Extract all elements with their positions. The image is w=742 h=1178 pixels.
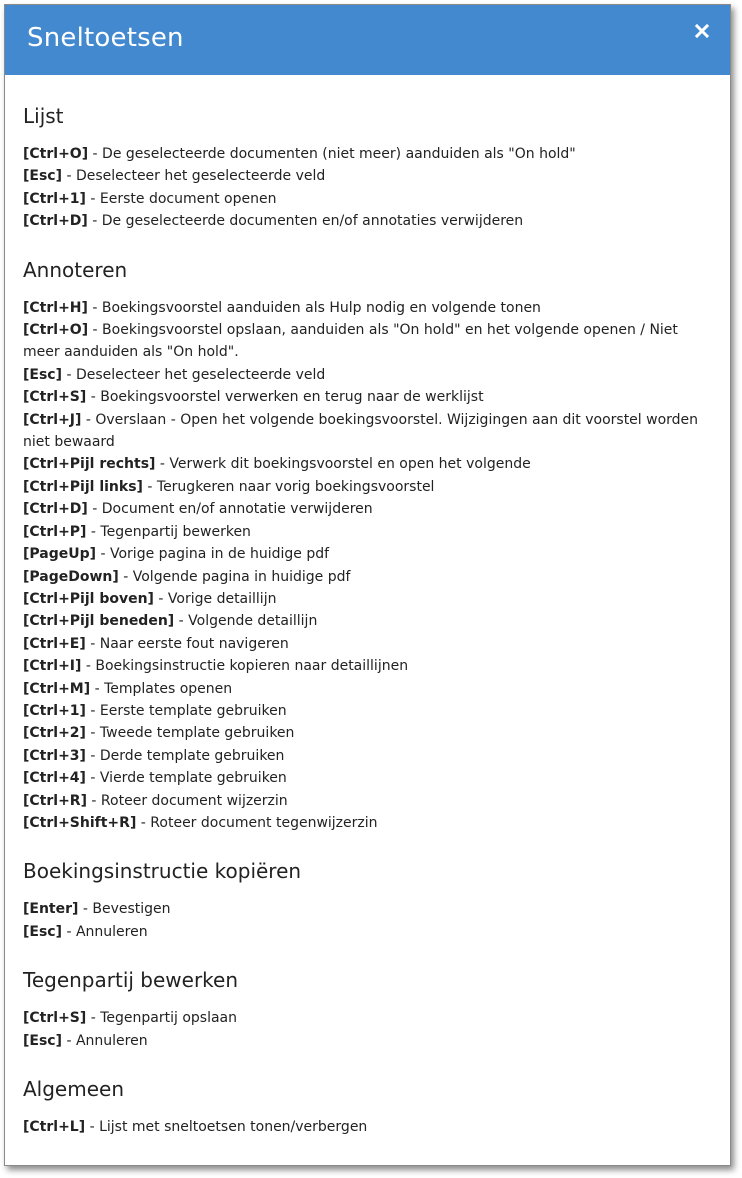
shortcut-key: [Esc]: [23, 366, 62, 383]
section-title: Tegenpartij bewerken: [23, 968, 239, 993]
shortcut-key: [Ctrl+S]: [23, 389, 87, 406]
shortcut-key: [Ctrl+3]: [23, 747, 86, 764]
shortcut-description: - Derde template gebruiken: [85, 747, 285, 764]
shortcut-row: [23, 543, 712, 565]
shortcut-row: [23, 1030, 712, 1052]
shortcut-row: [23, 521, 712, 543]
shortcut-description: - Tegenpartij opslaan: [86, 1010, 237, 1027]
shortcut-row: [23, 566, 712, 588]
shortcut-description: - De geselecteerde documenten (niet meer) aanduiden als "On hold": [88, 146, 576, 162]
shortcut-key: [Ctrl+S]: [23, 1010, 87, 1027]
shortcut-description: - Volgende pagina in huidige pdf: [118, 568, 351, 585]
shortcut-key: [Ctrl+Pijl rechts]: [23, 456, 156, 473]
shortcut-row: [23, 1116, 712, 1138]
shortcut-row: [23, 143, 712, 165]
shortcut-description: - Tegenpartij bewerken: [86, 523, 251, 540]
shortcut-row: [23, 1007, 712, 1029]
shortcut-description: - Boekingsvoorstel verwerken en terug naar de werklijst: [86, 389, 484, 406]
shortcut-description: - Terugkeren naar vorig boekingsvoorstel: [142, 478, 435, 495]
close-button[interactable]: [694, 23, 710, 39]
shortcut-key: [Ctrl+Shift+R]: [23, 814, 137, 831]
shortcut-row: [23, 364, 712, 386]
shortcut-key: [PageDown]: [23, 568, 119, 585]
shortcut-key: [PageUp]: [23, 546, 97, 563]
shortcut-description: - Deselecteer het geselecteerde veld: [62, 366, 326, 383]
shortcut-description: - Roteer document wijzerzin: [86, 792, 288, 809]
shortcut-row: [23, 476, 712, 498]
shortcut-key: [Ctrl+1]: [23, 190, 86, 207]
section-title: Lijst: [23, 104, 64, 128]
shortcut-key: [Esc]: [23, 168, 62, 185]
shortcut-key: [Ctrl+E]: [23, 635, 86, 652]
shortcut-row: [23, 297, 712, 319]
shortcut-description: - Bevestigen: [78, 901, 171, 918]
section-title: Algemeen: [23, 1077, 125, 1101]
shortcut-row: [23, 633, 712, 655]
shortcut-key: [Ctrl+P]: [23, 523, 87, 540]
shortcut-key: [Ctrl+D]: [23, 501, 88, 518]
shortcut-key: [Ctrl+1]: [23, 702, 86, 719]
shortcut-description: - Vorige pagina in de huidige pdf: [96, 546, 330, 563]
dialog-header: [5, 5, 730, 75]
shortcut-description: - Deselecteer het geselecteerde veld: [62, 168, 326, 185]
shortcut-key: [Ctrl+D]: [23, 213, 88, 230]
shortcut-key: [Ctrl+J]: [23, 411, 82, 428]
shortcut-row: [23, 812, 712, 834]
shortcut-row: [23, 655, 712, 677]
shortcut-description: - Naar eerste fout navigeren: [85, 635, 289, 652]
shortcut-key: [Esc]: [23, 1032, 62, 1049]
shortcut-description: - Boekingsvoorstel aanduiden als Hulp nodig en volgende tonen: [87, 299, 541, 316]
shortcut-key: [Enter]: [23, 901, 79, 918]
shortcut-description: - Volgende detaillijn: [174, 613, 318, 630]
shortcut-row: [23, 898, 712, 920]
shortcut-row: [23, 790, 712, 812]
shortcut-description: - Overslaan - Open het volgende boekingsvoorstel. Wijzigingen aan dit voorstel worden niet bewaard: [23, 411, 699, 451]
shortcut-description: - Vorige detaillijn: [153, 590, 277, 607]
shortcut-key: [Ctrl+M]: [23, 680, 91, 697]
shortcut-section: [23, 1076, 712, 1138]
shortcut-key: [Ctrl+O]: [23, 322, 89, 339]
shortcut-description: - De geselecteerde documenten en/of annotaties verwijderen: [87, 213, 524, 230]
shortcut-description: - Annuleren: [62, 1032, 148, 1049]
close-icon: [694, 23, 710, 39]
shortcut-description: - Boekingsvoorstel opslaan, aanduiden als "On hold" en het volgende openen / Niet meer aanduiden als "On hold".: [23, 322, 678, 361]
shortcut-description: - Templates openen: [90, 680, 233, 697]
shortcut-row: [23, 453, 712, 475]
shortcut-description: - Verwerk dit boekingsvoorstel en open het volgende: [155, 456, 531, 473]
shortcut-section: [23, 858, 712, 943]
shortcut-key: [Ctrl+4]: [23, 770, 86, 787]
shortcut-row: [23, 610, 712, 632]
shortcut-description: - Lijst met sneltoetsen tonen/verbergen: [85, 1119, 368, 1135]
shortcut-key: [Ctrl+I]: [23, 658, 82, 675]
section-title: Boekingsinstructie kopiëren: [23, 859, 302, 884]
shortcut-description: - Vierde template gebruiken: [85, 770, 287, 787]
shortcuts-dialog: [4, 4, 731, 1166]
shortcut-key: [Ctrl+Pijl boven]: [23, 590, 154, 607]
shortcut-description: - Annuleren: [62, 923, 148, 940]
shortcut-key: [Ctrl+R]: [23, 792, 87, 809]
shortcut-section: [23, 257, 712, 835]
shortcut-description: - Boekingsinstructie kopieren naar detaillijnen: [81, 658, 409, 675]
shortcut-section: [23, 967, 712, 1052]
shortcut-key: [Ctrl+Pijl links]: [23, 478, 143, 495]
shortcut-key: [Ctrl+O]: [23, 146, 89, 162]
shortcut-row: [23, 498, 712, 520]
shortcut-section: [23, 103, 712, 233]
shortcut-key: [Ctrl+2]: [23, 725, 86, 742]
shortcut-row: [23, 722, 712, 744]
shortcut-row: [23, 678, 712, 700]
shortcut-description: - Document en/of annotatie verwijderen: [87, 501, 373, 518]
shortcut-key: [Ctrl+L]: [23, 1119, 86, 1135]
shortcut-row: [23, 188, 712, 210]
shortcut-row: [23, 745, 712, 767]
shortcut-key: [Esc]: [23, 923, 62, 940]
shortcut-row: [23, 319, 712, 364]
dialog-title: Sneltoetsen: [27, 23, 184, 53]
shortcut-row: [23, 210, 712, 232]
shortcut-row: [23, 767, 712, 789]
shortcut-row: [23, 588, 712, 610]
shortcut-description: - Tweede template gebruiken: [85, 725, 295, 742]
shortcut-row: [23, 409, 712, 454]
shortcut-key: [Ctrl+Pijl beneden]: [23, 613, 175, 630]
shortcut-row: [23, 165, 712, 187]
shortcut-row: [23, 386, 712, 408]
shortcut-description: - Eerste document openen: [85, 190, 277, 207]
section-title: Annoteren: [23, 257, 128, 282]
shortcut-description: - Roteer document tegenwijzerzin: [136, 814, 378, 831]
shortcut-description: - Eerste template gebruiken: [85, 702, 287, 719]
shortcut-row: [23, 700, 712, 722]
dialog-content: [5, 75, 730, 1138]
shortcut-row: [23, 921, 712, 943]
shortcut-key: [Ctrl+H]: [23, 299, 88, 316]
